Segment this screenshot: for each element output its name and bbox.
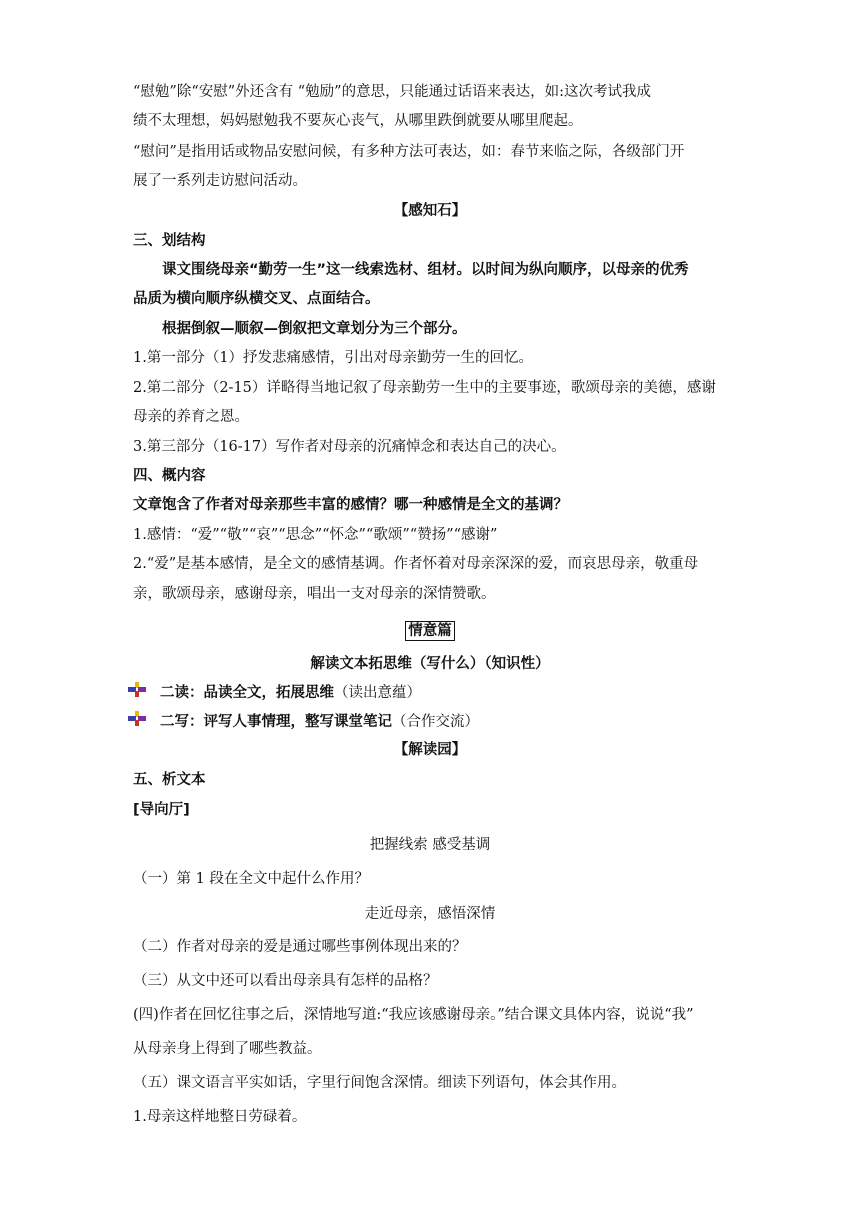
heading-analyze: 五、析文本 <box>133 772 206 788</box>
bullet-item <box>160 683 421 703</box>
bold-paragraph-line: 根据倒叙—顺叙—倒叙把文章划分为三个部分。 <box>162 321 467 337</box>
list-item: 1.第一部分（1）抒发悲痛感情，引出对母亲勤劳一生的回忆。 <box>133 350 534 366</box>
bullet-item-rest: （读出意蕴） <box>334 685 421 701</box>
list-item-continued: 亲，歌颂母亲，感谢母亲，唱出一支对母亲的深情赞歌。 <box>133 586 496 602</box>
section-title-jieduyuan: 【解读园】 <box>393 742 467 758</box>
sub-theme: 走近母亲，感悟深情 <box>364 906 496 922</box>
bullet-flag-icon <box>128 711 148 727</box>
section-subtitle: 解读文本拓思维（写什么）（知识性） <box>310 656 550 672</box>
list-item: 1.感情：“爱”“敬”“哀”“思念”“怀念”“歌颂”“赞扬”“感谢” <box>133 527 498 543</box>
question-bold: 文章饱含了作者对母亲那些丰富的感情？哪一种感情是全文的基调？ <box>133 497 568 513</box>
question: （三）从文中还可以看出母亲具有怎样的品格？ <box>133 973 438 989</box>
bold-paragraph-line: 品质为横向顺序纵横交叉、点面结合。 <box>133 291 380 307</box>
bullet-item <box>160 712 479 732</box>
question: （二）作者对母亲的爱是通过哪些事例体现出来的？ <box>133 939 467 955</box>
bullet-item-rest: （合作交流） <box>392 714 479 730</box>
list-item: 3.第三部分（16-17）写作者对母亲的沉痛悼念和表达自己的决心。 <box>133 439 566 455</box>
question-continued: 从母亲身上得到了哪些教益。 <box>133 1041 322 1057</box>
question: （一）第 1 段在全文中起什么作用？ <box>133 871 369 887</box>
list-item: 2.“爱”是基本感情，是全文的感情基调。作者怀着对母亲深深的爱，而哀思母亲，敬重母 <box>133 556 699 572</box>
question: （五）课文语言平实如话，字里行间饱含深情。细读下列语句，体会其作用。 <box>133 1075 626 1091</box>
list-item-continued: 母亲的养育之恩。 <box>133 409 249 425</box>
bullet-item-bold: 二读：品读全文，拓展思维 <box>160 685 334 701</box>
paragraph-line: 绩不太理想，妈妈慰勉我不要灰心丧气，从哪里跌倒就要从哪里爬起。 <box>133 113 583 129</box>
heading-content: 四、概内容 <box>133 468 206 484</box>
section-title-ganzhishi: 【感知石】 <box>393 203 467 219</box>
sub-theme: 把握线索 感受基调 <box>369 837 491 853</box>
bold-paragraph-line: 课文围绕母亲“勤劳一生”这一线索选材、组材。以时间为纵向顺序，以母亲的优秀 <box>162 262 689 278</box>
boxed-title: 情意篇 <box>405 621 455 641</box>
list-item: 1.母亲这样地整日劳碌着。 <box>133 1109 307 1125</box>
bullet-item-bold: 二写：评写人事情理，整写课堂笔记 <box>160 714 392 730</box>
label-daoxiang: [导向厅] <box>133 802 190 818</box>
section-title-qingyi <box>0 621 860 641</box>
paragraph-line: “慰勉”除“安慰”外还含有 “勉励”的意思，只能通过话语来表达，如:这次考试我成 <box>133 84 651 100</box>
bullet-flag-icon <box>128 682 148 698</box>
heading-structure: 三、划结构 <box>133 233 206 249</box>
list-item: 2.第二部分（2-15）详略得当地记叙了母亲勤劳一生中的主要事迹，歌颂母亲的美德，感谢 <box>133 380 716 396</box>
paragraph-line: 展了一系列走访慰问活动。 <box>133 173 307 189</box>
question: (四)作者在回忆往事之后，深情地写道:“我应该感谢母亲。”结合课文具体内容，说说“我” <box>133 1007 694 1023</box>
paragraph-line: “慰问”是指用话或物品安慰问候，有多种方法可表达，如：春节来临之际，各级部门开 <box>133 144 685 160</box>
